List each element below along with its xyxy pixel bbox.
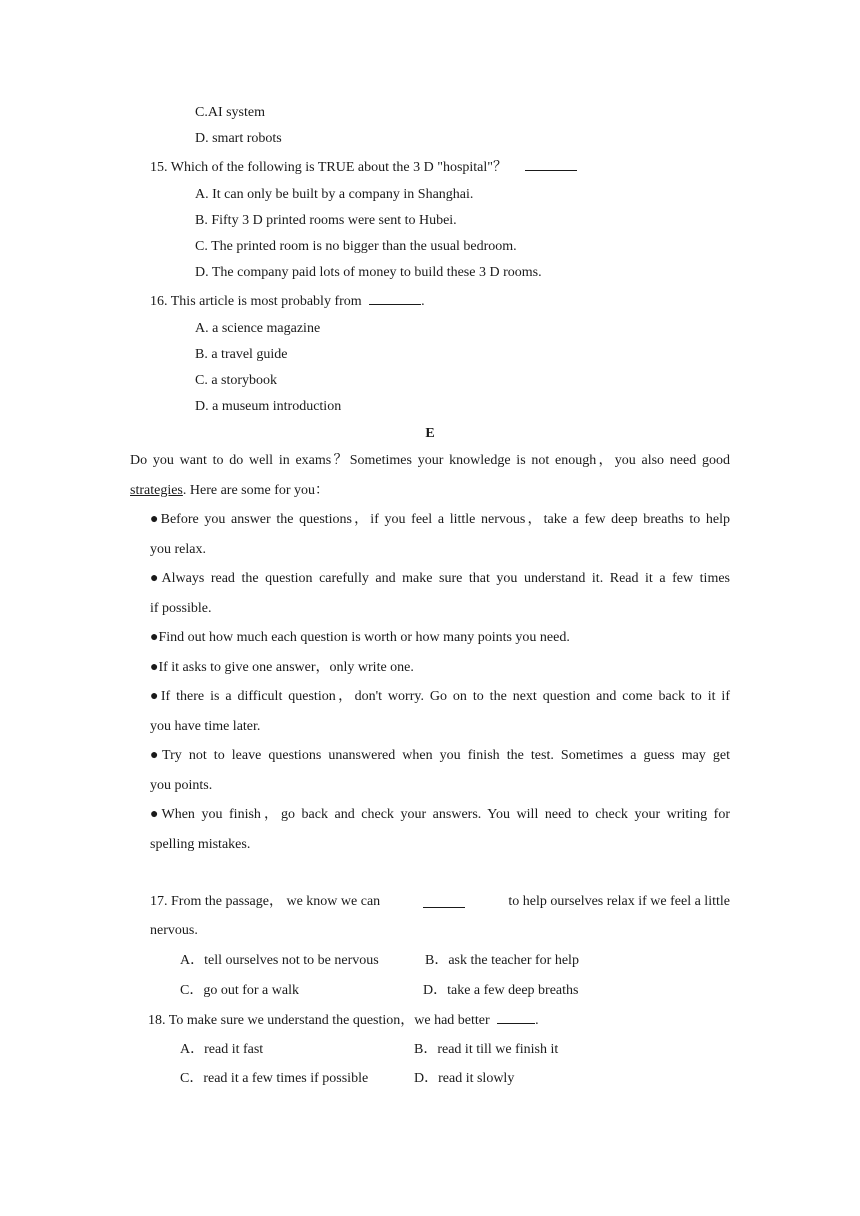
- bullet-6-line-2: you points.: [150, 778, 213, 793]
- q15-option-b: B. Fifty 3 D printed rooms were sent to Hubei.: [195, 213, 457, 228]
- q18-option-b: B．read it till we finish it: [414, 1042, 559, 1057]
- q17-stem-part-a: 17. From the passage， we know we can: [150, 894, 381, 909]
- bullet-6-line-1: ●Try not to leave questions unanswered when you finish the test. Sometimes a guess may get: [150, 748, 730, 763]
- bullet-1-line-2: you relax.: [150, 542, 206, 557]
- q16-stem-end: .: [421, 294, 425, 309]
- bullet-2-line-2: if possible.: [150, 601, 212, 616]
- q16-option-b: B. a travel guide: [195, 347, 288, 362]
- q16-option-a: A. a science magazine: [195, 321, 321, 336]
- q18-option-a: A．read it fast: [180, 1042, 264, 1057]
- q18-option-c: C．read it a few times if possible: [180, 1071, 369, 1086]
- intro-line-1: Do you want to do well in exams？Sometimes your knowledge is not enough，you also need good: [130, 453, 730, 468]
- q17-option-c: C．go out for a walk: [180, 983, 299, 998]
- q18-answer-blank: [497, 1011, 535, 1024]
- q14-option-c: C.AI system: [195, 105, 265, 120]
- q15-stem: [150, 158, 577, 177]
- q15-answer-blank: [525, 158, 577, 171]
- q16-answer-blank: [369, 292, 421, 305]
- q16-option-c: C. a storybook: [195, 373, 278, 388]
- bullet-1-line-1: ●Before you answer the questions，if you feel a little nervous，take a few deep breaths to help: [150, 512, 730, 527]
- intro-keyword: strategies: [130, 483, 183, 498]
- q18-stem-text: 18. To make sure we understand the question，we had better: [148, 1013, 490, 1028]
- q18-stem-end: .: [535, 1013, 539, 1028]
- bullet-7-line-1: ●When you finish，go back and check your answers. You will need to check your writing for: [150, 807, 730, 822]
- q18-stem: [148, 1011, 539, 1030]
- q18-option-d: D．read it slowly: [414, 1071, 515, 1086]
- intro-line-2-rest: . Here are some for you：: [182, 483, 330, 498]
- bullet-2-line-1: ●Always read the question carefully and make sure that you understand it. Read it a few times: [150, 571, 730, 586]
- q14-option-d: D. smart robots: [195, 131, 282, 146]
- q16-stem: [150, 292, 425, 311]
- bullet-5-line-1: ●If there is a difficult question，don't worry. Go on to the next question and come back to it if: [150, 689, 730, 704]
- q15-option-c: C. The printed room is no bigger than the usual bedroom.: [195, 239, 517, 254]
- q17-stem-line-1: [150, 893, 730, 911]
- q16-stem-text: 16. This article is most probably from: [150, 294, 362, 309]
- section-e-heading: E: [425, 426, 435, 441]
- bullet-4: ●If it asks to give one answer，only write one.: [150, 660, 414, 675]
- bullet-7-line-2: spelling mistakes.: [150, 837, 251, 852]
- q17-stem-line-2: nervous.: [150, 923, 198, 938]
- q17-option-a: A．tell ourselves not to be nervous: [180, 953, 379, 968]
- q17-option-b: B．ask the teacher for help: [425, 953, 579, 968]
- q15-stem-text: 15. Which of the following is TRUE about the 3 D "hospital"？: [150, 160, 507, 175]
- q16-option-d: D. a museum introduction: [195, 399, 342, 414]
- bullet-3: ●Find out how much each question is worth or how many points you need.: [150, 630, 570, 645]
- q17-option-d: D．take a few deep breaths: [423, 983, 579, 998]
- bullet-5-line-2: you have time later.: [150, 719, 261, 734]
- q17-stem-part-b: to help ourselves relax if we feel a little: [508, 894, 730, 909]
- q15-option-d: D. The company paid lots of money to build these 3 D rooms.: [195, 265, 542, 280]
- q15-option-a: A. It can only be built by a company in Shanghai.: [195, 187, 474, 202]
- intro-line-2: [130, 482, 329, 500]
- q17-answer-blank: [423, 895, 465, 908]
